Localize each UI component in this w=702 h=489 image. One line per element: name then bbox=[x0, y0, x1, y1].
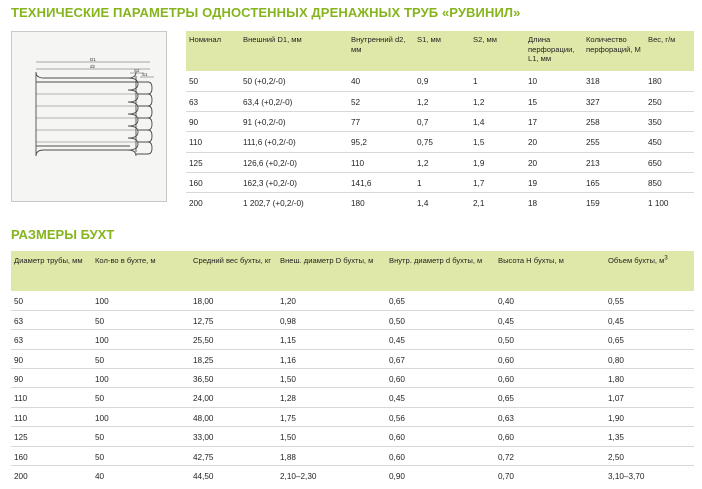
table-cell: 0,56 bbox=[386, 407, 495, 426]
table-cell: 100 bbox=[92, 330, 190, 349]
table-cell: 110 bbox=[11, 388, 92, 407]
table-cell: 0,60 bbox=[386, 446, 495, 465]
table-cell: 200 bbox=[189, 199, 203, 209]
header-coil-outer-diameter: Внеш. диаметр D бухты, м bbox=[277, 251, 386, 291]
table-cell: 50 bbox=[92, 388, 190, 407]
table-cell: 63 bbox=[11, 330, 92, 349]
table-cell: 1,4 bbox=[470, 112, 525, 132]
table-cell: 100 bbox=[92, 369, 190, 388]
table-cell: 160 bbox=[186, 172, 240, 192]
table-cell: 0,65 bbox=[386, 291, 495, 310]
table-cell: 50 (+0,2/-0) bbox=[240, 71, 348, 91]
table-cell: 850 bbox=[645, 172, 694, 192]
table-cell: 1,7 bbox=[470, 172, 525, 192]
table-cell: 0,60 bbox=[495, 349, 605, 368]
table-cell: 24,00 bbox=[190, 388, 277, 407]
table-row bbox=[11, 369, 694, 388]
table-cell: 3,10–3,70 bbox=[608, 472, 645, 482]
d1-label: D1 bbox=[90, 57, 96, 62]
table-cell: 0,60 bbox=[386, 369, 495, 388]
table-cell: 0,50 bbox=[495, 330, 605, 349]
table-cell: 0,45 bbox=[605, 310, 694, 329]
table-cell: 0,72 bbox=[495, 446, 605, 465]
table-cell: 165 bbox=[583, 172, 645, 192]
table-cell: 42,75 bbox=[190, 446, 277, 465]
table-cell: 0,65 bbox=[605, 330, 694, 349]
table-row bbox=[186, 193, 694, 213]
table-cell: 90 bbox=[186, 112, 240, 132]
table-cell: 1,4 bbox=[417, 199, 429, 209]
table-row bbox=[186, 91, 694, 111]
header-coil-inner-diameter: Внутр. диаметр d бухты, м bbox=[386, 251, 495, 291]
section-title-coil-sizes: РАЗМЕРЫ БУХТ bbox=[11, 227, 115, 242]
cubic-superscript: 3 bbox=[664, 255, 668, 262]
table-cell: 52 bbox=[348, 91, 414, 111]
table-cell: 44,50 bbox=[193, 472, 214, 482]
table-cell: 0,65 bbox=[495, 388, 605, 407]
table-cell: 90 bbox=[11, 369, 92, 388]
table-cell: 0,7 bbox=[414, 112, 470, 132]
table-cell: 0,45 bbox=[495, 310, 605, 329]
table-cell: 33,00 bbox=[190, 427, 277, 446]
table-cell: 327 bbox=[583, 91, 645, 111]
table-cell: 1,50 bbox=[277, 369, 386, 388]
table-cell: 1,75 bbox=[277, 407, 386, 426]
table-cell: 36,50 bbox=[190, 369, 277, 388]
table-cell: 50 bbox=[92, 427, 190, 446]
table-cell: 0,60 bbox=[386, 427, 495, 446]
table-row bbox=[11, 330, 694, 349]
table-cell: 12,75 bbox=[190, 310, 277, 329]
table-cell: 19 bbox=[525, 172, 583, 192]
table-cell: 110 bbox=[11, 407, 92, 426]
table-cell: 125 bbox=[11, 427, 92, 446]
table-cell: 2,1 bbox=[473, 199, 485, 209]
table-row bbox=[186, 172, 694, 192]
table-cell: 650 bbox=[645, 152, 694, 172]
table-cell: 0,40 bbox=[495, 291, 605, 310]
table-cell: 77 bbox=[348, 112, 414, 132]
table-cell: 1,35 bbox=[605, 427, 694, 446]
table-cell: 91 (+0,2/-0) bbox=[240, 112, 348, 132]
s2-label: S2 bbox=[134, 68, 140, 73]
table-cell: 0,80 bbox=[605, 349, 694, 368]
header-coil-weight: Средний вес бухты, кг bbox=[190, 251, 277, 291]
table-cell: 100 bbox=[92, 407, 190, 426]
table-cell: 110 bbox=[186, 132, 240, 152]
table-cell: 0,67 bbox=[386, 349, 495, 368]
table-row bbox=[186, 112, 694, 132]
table-cell: 318 bbox=[583, 71, 645, 91]
table-cell: 100 bbox=[92, 291, 190, 310]
table-cell: 1,20 bbox=[277, 291, 386, 310]
table-cell: 1,15 bbox=[277, 330, 386, 349]
header-s2: S2, мм bbox=[470, 31, 525, 71]
table-cell: 15 bbox=[525, 91, 583, 111]
table-cell: 1 202,7 (+0,2/-0) bbox=[243, 199, 304, 209]
table-row bbox=[11, 446, 694, 465]
table-cell: 159 bbox=[586, 199, 600, 209]
table-cell: 250 bbox=[645, 91, 694, 111]
table-row bbox=[11, 310, 694, 329]
table-cell: 50 bbox=[11, 291, 92, 310]
coil-sizes-table bbox=[11, 251, 694, 485]
table-row bbox=[11, 291, 694, 310]
table-row bbox=[186, 152, 694, 172]
table-cell: 0,60 bbox=[495, 369, 605, 388]
header-weight: Вес, г/м bbox=[645, 31, 694, 71]
table-cell: 0,55 bbox=[605, 291, 694, 310]
table-cell: 1 100 bbox=[648, 199, 669, 209]
table-cell: 1,16 bbox=[277, 349, 386, 368]
table-cell: 63,4 (+0,2/-0) bbox=[240, 91, 348, 111]
header-pipe-diameter: Диаметр трубы, мм bbox=[11, 251, 92, 291]
table-cell: 125 bbox=[186, 152, 240, 172]
table-cell: 50 bbox=[92, 446, 190, 465]
table-row bbox=[11, 349, 694, 368]
corrugated-pipe-icon bbox=[12, 32, 166, 201]
table-cell: 0,70 bbox=[498, 472, 514, 482]
table-cell: 1,90 bbox=[605, 407, 694, 426]
table-cell: 213 bbox=[583, 152, 645, 172]
header-perforation-length: Длина перфорации, L1, мм bbox=[525, 31, 583, 71]
table-cell: 1,07 bbox=[605, 388, 694, 407]
table-cell: 2,50 bbox=[605, 446, 694, 465]
header-coil-volume bbox=[605, 251, 694, 291]
table-cell: 0,90 bbox=[389, 472, 405, 482]
table-cell: 20 bbox=[525, 152, 583, 172]
table-cell: 0,9 bbox=[414, 71, 470, 91]
table-cell: 162,3 (+0,2/-0) bbox=[240, 172, 348, 192]
table-cell: 48,00 bbox=[190, 407, 277, 426]
table-cell: 20 bbox=[525, 132, 583, 152]
table-row bbox=[186, 71, 694, 91]
table-cell: 63 bbox=[186, 91, 240, 111]
table-cell: 1,80 bbox=[605, 369, 694, 388]
table-cell: 40 bbox=[348, 71, 414, 91]
table-cell: 0,98 bbox=[277, 310, 386, 329]
table-cell: 50 bbox=[186, 71, 240, 91]
table-cell: 450 bbox=[645, 132, 694, 152]
table-cell: 1,2 bbox=[414, 152, 470, 172]
table-cell: 2,10–2,30 bbox=[280, 472, 317, 482]
table-cell: 180 bbox=[351, 199, 365, 209]
table-cell: 0,50 bbox=[386, 310, 495, 329]
table-cell: 50 bbox=[92, 310, 190, 329]
table-cell: 25,50 bbox=[190, 330, 277, 349]
header-nominal: Номинал bbox=[186, 31, 240, 71]
table-row bbox=[11, 427, 694, 446]
header-perforation-count: Количество перфораций, М bbox=[583, 31, 645, 71]
table-cell: 160 bbox=[11, 446, 92, 465]
table-cell: 1,50 bbox=[277, 427, 386, 446]
table-row bbox=[11, 388, 694, 407]
table-cell: 1,2 bbox=[414, 91, 470, 111]
header-inner-diameter: Внутренний d2, мм bbox=[348, 31, 414, 71]
pipe-parameters-table bbox=[186, 31, 694, 213]
table-cell: 350 bbox=[645, 112, 694, 132]
header-coil-volume-text: Объем бухты, м bbox=[608, 256, 665, 265]
table-row bbox=[186, 132, 694, 152]
table-cell: 50 bbox=[92, 349, 190, 368]
table-cell: 0,45 bbox=[386, 330, 495, 349]
table-cell: 63 bbox=[11, 310, 92, 329]
pipe-diagram bbox=[11, 31, 167, 202]
table-cell: 90 bbox=[11, 349, 92, 368]
table-cell: 0,63 bbox=[495, 407, 605, 426]
d2-label: d2 bbox=[90, 64, 96, 69]
table-cell: 110 bbox=[348, 152, 414, 172]
header-s1: S1, мм bbox=[414, 31, 470, 71]
table-cell: 1,2 bbox=[470, 91, 525, 111]
table-cell: 18 bbox=[528, 199, 538, 209]
table-cell: 18,25 bbox=[190, 349, 277, 368]
table-cell: 40 bbox=[95, 472, 105, 482]
table-cell: 18,00 bbox=[190, 291, 277, 310]
table-cell: 17 bbox=[525, 112, 583, 132]
table-cell: 1 bbox=[470, 71, 525, 91]
table-row bbox=[11, 466, 694, 485]
table-cell: 1,28 bbox=[277, 388, 386, 407]
table-cell: 111,6 (+0,2/-0) bbox=[240, 132, 348, 152]
table-cell: 1,88 bbox=[277, 446, 386, 465]
header-length-in-coil: Кол-во в бухте, м bbox=[92, 251, 190, 291]
table-row bbox=[11, 407, 694, 426]
table-header-row bbox=[186, 31, 694, 71]
table-cell: 126,6 (+0,2/-0) bbox=[240, 152, 348, 172]
table-cell: 1,5 bbox=[470, 132, 525, 152]
table-cell: 0,60 bbox=[495, 427, 605, 446]
table-cell: 258 bbox=[583, 112, 645, 132]
table-cell: 1 bbox=[414, 172, 470, 192]
table-cell: 180 bbox=[645, 71, 694, 91]
table-cell: 255 bbox=[583, 132, 645, 152]
table-cell: 1,9 bbox=[470, 152, 525, 172]
table-cell: 200 bbox=[14, 472, 28, 482]
table-cell: 0,75 bbox=[414, 132, 470, 152]
table-cell: 141,6 bbox=[348, 172, 414, 192]
s1-label: S1 bbox=[142, 72, 148, 77]
table-cell: 95,2 bbox=[348, 132, 414, 152]
section-title-parameters: ТЕХНИЧЕСКИЕ ПАРАМЕТРЫ ОДНОСТЕННЫХ ДРЕНАЖНЫХ ТРУБ «РУВИНИЛ» bbox=[11, 5, 521, 20]
table-header-row bbox=[11, 251, 694, 291]
table-cell: 0,45 bbox=[386, 388, 495, 407]
header-coil-height: Высота H бухты, м bbox=[495, 251, 605, 291]
header-outer-diameter: Внешний D1, мм bbox=[240, 31, 348, 71]
table-cell: 10 bbox=[525, 71, 583, 91]
